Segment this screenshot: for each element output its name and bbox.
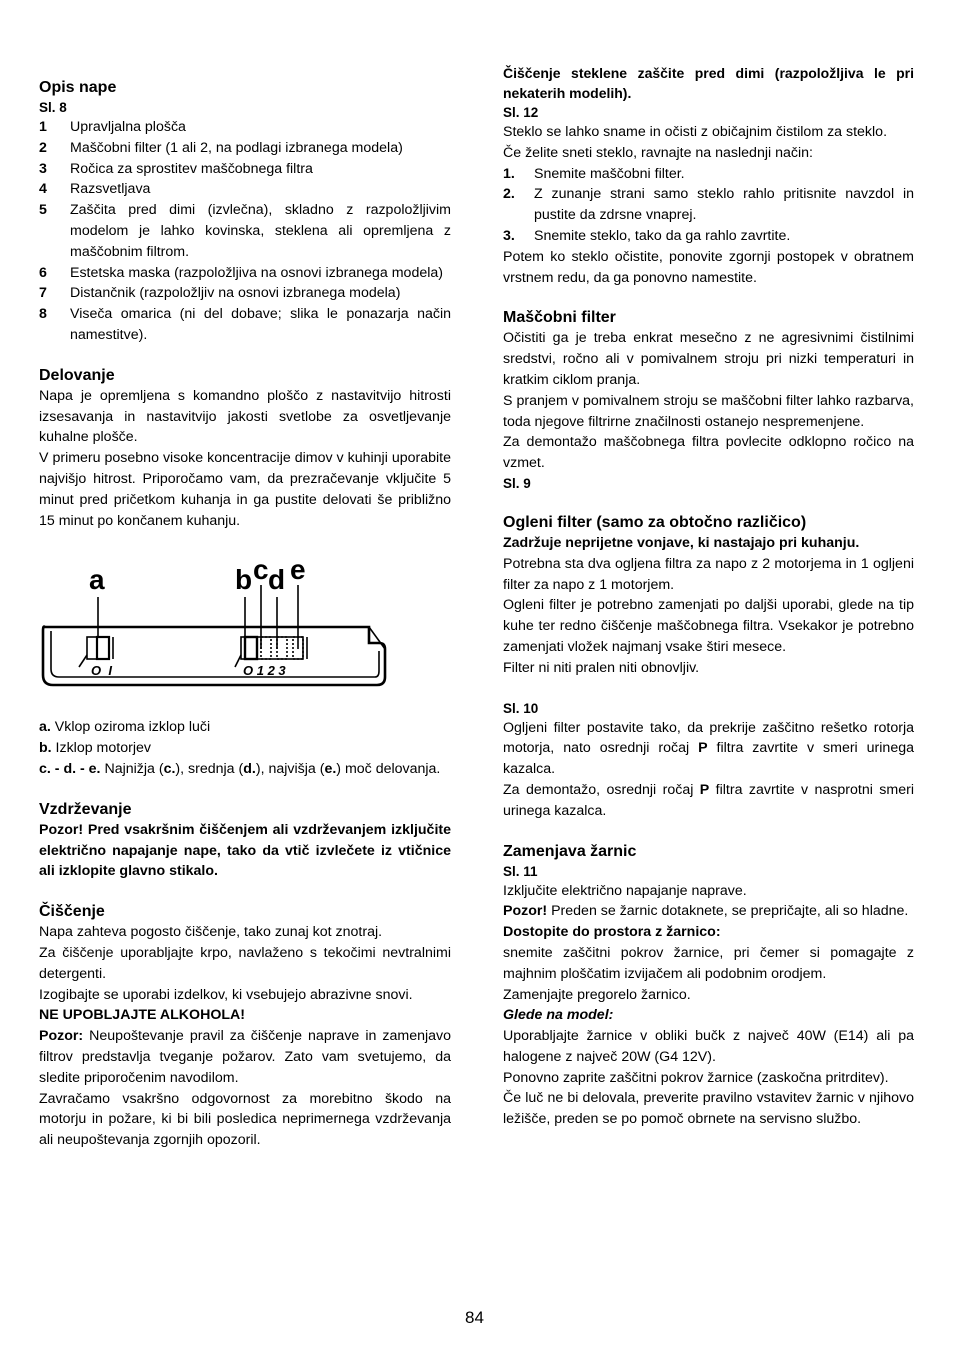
paragraph-text: Ogljeni filter postavite tako, da prekrije zaščitno rešetko rotorja motorja, nato osrednji ročaj — [503, 719, 914, 757]
item-number: 2 — [39, 139, 47, 156]
item-number: 3. — [503, 227, 515, 244]
steps-list — [503, 164, 914, 247]
paragraph-text: Za demontažo, osrednji ročaj — [503, 781, 700, 798]
item-number: 6 — [39, 264, 47, 281]
legend-b — [39, 738, 451, 759]
light-switch-positions: O I — [91, 663, 112, 679]
item-number: 1. — [503, 165, 515, 182]
section-title-ciscenje: Čiščenje — [39, 903, 105, 921]
paragraph: Filter ni niti pralen niti obnovljiv. — [503, 659, 700, 676]
list-item — [503, 184, 914, 226]
legend-key: a. — [39, 719, 51, 736]
item-text: Razsvetljava — [70, 181, 151, 198]
item-text: Upravljalna plošča — [70, 119, 186, 135]
item-text: Ročica za sprostitev maščobnega filtra — [70, 160, 313, 177]
paragraph: Potrebna sta dva ogljena filtra za napo z 2 motorjema in 1 ogljeni filter za napo z 1 motorjem. — [503, 555, 914, 593]
legend-text: ), srednja ( — [175, 760, 244, 777]
paragraph: snemite zaščitni pokrov žarnice, pri čemer si pomagajte z majhnim ploščatim izvijačem ali podobnim orodjem. — [503, 944, 914, 982]
legend-key: c. — [163, 760, 176, 777]
item-text: Viseča omarica (ni del dobave; slika le ponazarja način namestitve). — [70, 306, 451, 343]
section-title-vzdrzevanje: Vzdrževanje — [39, 800, 132, 818]
paragraph: Ogleni filter je potrebno zamenjati po daljši uporabi, glede na tip kuhe ter redno čiščenje maščobnega filtra. Vsekakor je potrebno zamenjati vložek najmanj vsake štiri mesece. — [503, 597, 914, 655]
paragraph-text: Preden se žarnic dotaknete, se prepričajte, ali so hladne. — [547, 903, 909, 920]
item-text: Snemite steklo, tako da ga rahlo zavrtite. — [534, 227, 791, 244]
legend-cde — [39, 759, 451, 780]
item-number: 7 — [39, 285, 47, 302]
legend-key: d. — [243, 760, 256, 777]
item-number: 8 — [39, 306, 47, 323]
paragraph — [503, 780, 914, 822]
paragraph — [39, 1026, 451, 1088]
figure-ref: Sl. 12 — [503, 105, 539, 120]
right-column — [503, 63, 914, 1130]
item-text: Maščobni filter (1 ali 2, na podlagi izbranega modela) — [70, 139, 403, 156]
subtitle: Zadržuje neprijetne vonjave, ki nastajajo pri kuhanju. — [503, 534, 860, 551]
figure-ref: Sl. 11 — [503, 863, 538, 879]
item-text: Z zunanje strani samo steklo rahlo pritisnite navzdol in pustite da zdrsne vnaprej. — [534, 186, 914, 224]
item-text: Distančnik (razpoložljiv na osnovi izbranega modela) — [70, 285, 401, 302]
section-title-filter: Maščobni filter — [503, 309, 616, 327]
paragraph-text: filtra zavrtite v smeri urinega kazalca. — [503, 740, 914, 778]
item-text: Estetska maska (razpoložljiva na osnovi izbranega modela) — [70, 264, 443, 281]
subheading: Dostopite do prostora z žarnico: — [503, 924, 721, 941]
paragraph: Ponovno zaprite zaščitni pokrov žarnice (zaskočna pritrditev). — [503, 1069, 889, 1086]
item-number: 3 — [39, 160, 47, 177]
figure-ref: Sl. 8 — [39, 100, 67, 115]
legend-a — [39, 717, 451, 738]
paragraph: Potem ko steklo očistite, ponovite zgornji postopek v obratnem vrstnem redu, da ga ponovno namestite. — [503, 248, 914, 286]
item-text: Zaščita pred dimi (izvlečna), skladno z razpoložljivim modelom je lahko kovinska, steklena ali opremljena z maščobnim filtrom. — [70, 202, 451, 260]
paragraph: Zamenjajte pregorelo žarnico. — [503, 986, 691, 1003]
legend-text: Izklop motorjev — [51, 740, 151, 757]
left-column — [39, 78, 451, 1151]
parts-list — [39, 117, 451, 346]
warning-text: Pozor! Pred vsakršnim čiščenjem ali vzdrževanjem izključite električno napajanje nape, tako da vtič izvlečete iz vtičnice ali izklopite glavno stikalo. — [39, 821, 451, 880]
paragraph-text: Neupoštevanje pravil za čiščenje naprave in zamenjavo filtrov predstavlja tveganje požarov. Zato vam svetujemo, da sledite priporočenim navodilom. — [39, 1028, 451, 1086]
list-item — [503, 226, 914, 247]
alcohol-warning: NE UPOBLJAJTE ALKOHOLA! — [39, 1007, 245, 1024]
list-item — [39, 179, 451, 200]
section-title-opis: Opis nape — [39, 79, 117, 96]
paragraph-text: filtra zavrtite v nasprotni smeri urinega kazalca. — [503, 781, 914, 819]
list-item — [39, 117, 451, 138]
item-number: 1 — [39, 119, 47, 135]
paragraph: Izključite električno napajanje naprave. — [503, 882, 747, 899]
section-title-zarnic: Zamenjava žarnic — [503, 842, 637, 860]
paragraph: Če luč ne bi delovala, preverite pravilno vstavitev žarnic v njihovo ležišče, preden se po pomoč obrnete na servisno službo. — [503, 1090, 914, 1128]
figure-ref: Sl. 10 — [503, 700, 539, 716]
legend-key: b. — [39, 740, 52, 757]
legend-text: Vklop oziroma izklop luči — [50, 719, 211, 736]
paragraph: Za demontažo maščobnega filtra povlecite odklopno ročico na vzmet. — [503, 434, 914, 472]
list-item — [39, 159, 451, 180]
item-number: 4 — [39, 181, 47, 198]
label-e: e — [290, 554, 306, 586]
paragraph: Napa je opremljena s komandno ploščo z nastavitvijo hitrosti izsesavanja in nastavitvijo jakosti svetlobe za osvetljevanje kuhalne plošče. — [39, 387, 451, 446]
legend-text: ) moč delovanja. — [336, 760, 441, 777]
item-number: 5 — [39, 202, 47, 219]
motor-switch-positions: O 1 2 3 — [243, 663, 286, 679]
legend-text: ), najvišja ( — [255, 760, 325, 777]
label-b: b — [235, 564, 253, 596]
paragraph: Napa zahteva pogosto čiščenje, tako zunaj kot znotraj. — [39, 924, 383, 941]
paragraph — [503, 718, 914, 780]
label-d: d — [268, 564, 286, 596]
figure-ref: Sl. 9 — [503, 475, 531, 491]
paragraph: Izogibajte se uporabi izdelkov, ki vsebujejo abrazivne snovi. — [39, 986, 413, 1003]
item-number: 2. — [503, 186, 515, 203]
paragraph: Steklo se lahko sname in očisti z običajnim čistilom za steklo. — [503, 124, 888, 140]
list-item — [39, 200, 451, 262]
handle-ref: P — [699, 781, 710, 798]
handle-ref: P — [698, 740, 708, 757]
subheading: Glede na model: — [503, 1007, 614, 1024]
legend-key: c. - d. - e. — [39, 760, 101, 777]
warning-key: Pozor! — [503, 903, 548, 920]
list-item — [39, 283, 451, 304]
label-c: c — [253, 554, 269, 586]
page-number: 84 — [465, 1308, 484, 1327]
paragraph: S pranjem v pomivalnem stroju se maščobni filter lahko razbarva, toda njegove filtrirne značilnosti ostanejo nespremenjene. — [503, 392, 914, 430]
warning-key: Pozor: — [39, 1028, 84, 1045]
paragraph: Zavračamo vsakršno odgovornost za morebitno škodo na motorju in požare, ki bi bili posledica neprimernega vzdrževanja ali neupoštevanja zgornjih opozoril. — [39, 1090, 451, 1149]
list-item — [39, 263, 451, 284]
paragraph — [503, 901, 914, 922]
paragraph: Za čiščenje uporabljajte krpo, navlaženo s tekočimi nevtralnimi detergenti. — [39, 944, 451, 982]
control-panel-diagram — [39, 551, 391, 695]
item-text: Snemite maščobni filter. — [534, 165, 685, 182]
spacer — [503, 679, 914, 699]
paragraph: Očistiti ga je treba enkrat mesečno z ne agresivnimi čistilnimi sredstvi, ročno ali v pomivalnem stroju pri nizki temperaturi in kratkim ciklom pranja. — [503, 330, 914, 388]
list-item — [503, 164, 914, 185]
label-a: a — [89, 564, 105, 596]
section-title-steklo: Čiščenje steklene zaščite pred dimi (razpoložljiva le pri nekaterih modelih). — [503, 65, 914, 101]
paragraph: V primeru posebno visoke koncentracije dimov v kuhinji uporabite najvišjo hitrost. Priporočamo vam, da prezračevanje vključite 5 minut pred pričetkom kuhanja in ga pustite delovati še približno 15 minut po končanem kuhanju. — [39, 450, 451, 529]
paragraph: Če želite sneti steklo, ravnajte na naslednji način: — [503, 144, 813, 161]
section-title-ogleni: Ogleni filter (samo za obtočno različico) — [503, 513, 807, 531]
section-title-delovanje: Delovanje — [39, 366, 115, 384]
paragraph: Uporabljajte žarnice v obliki bučk z največ 40W (E14) ali pa halogene z največ 20W (G4 12V). — [503, 1028, 914, 1065]
list-item — [39, 138, 451, 159]
legend-text: Najnižja ( — [100, 760, 164, 777]
list-item — [39, 304, 451, 346]
legend-key: e. — [324, 760, 337, 777]
